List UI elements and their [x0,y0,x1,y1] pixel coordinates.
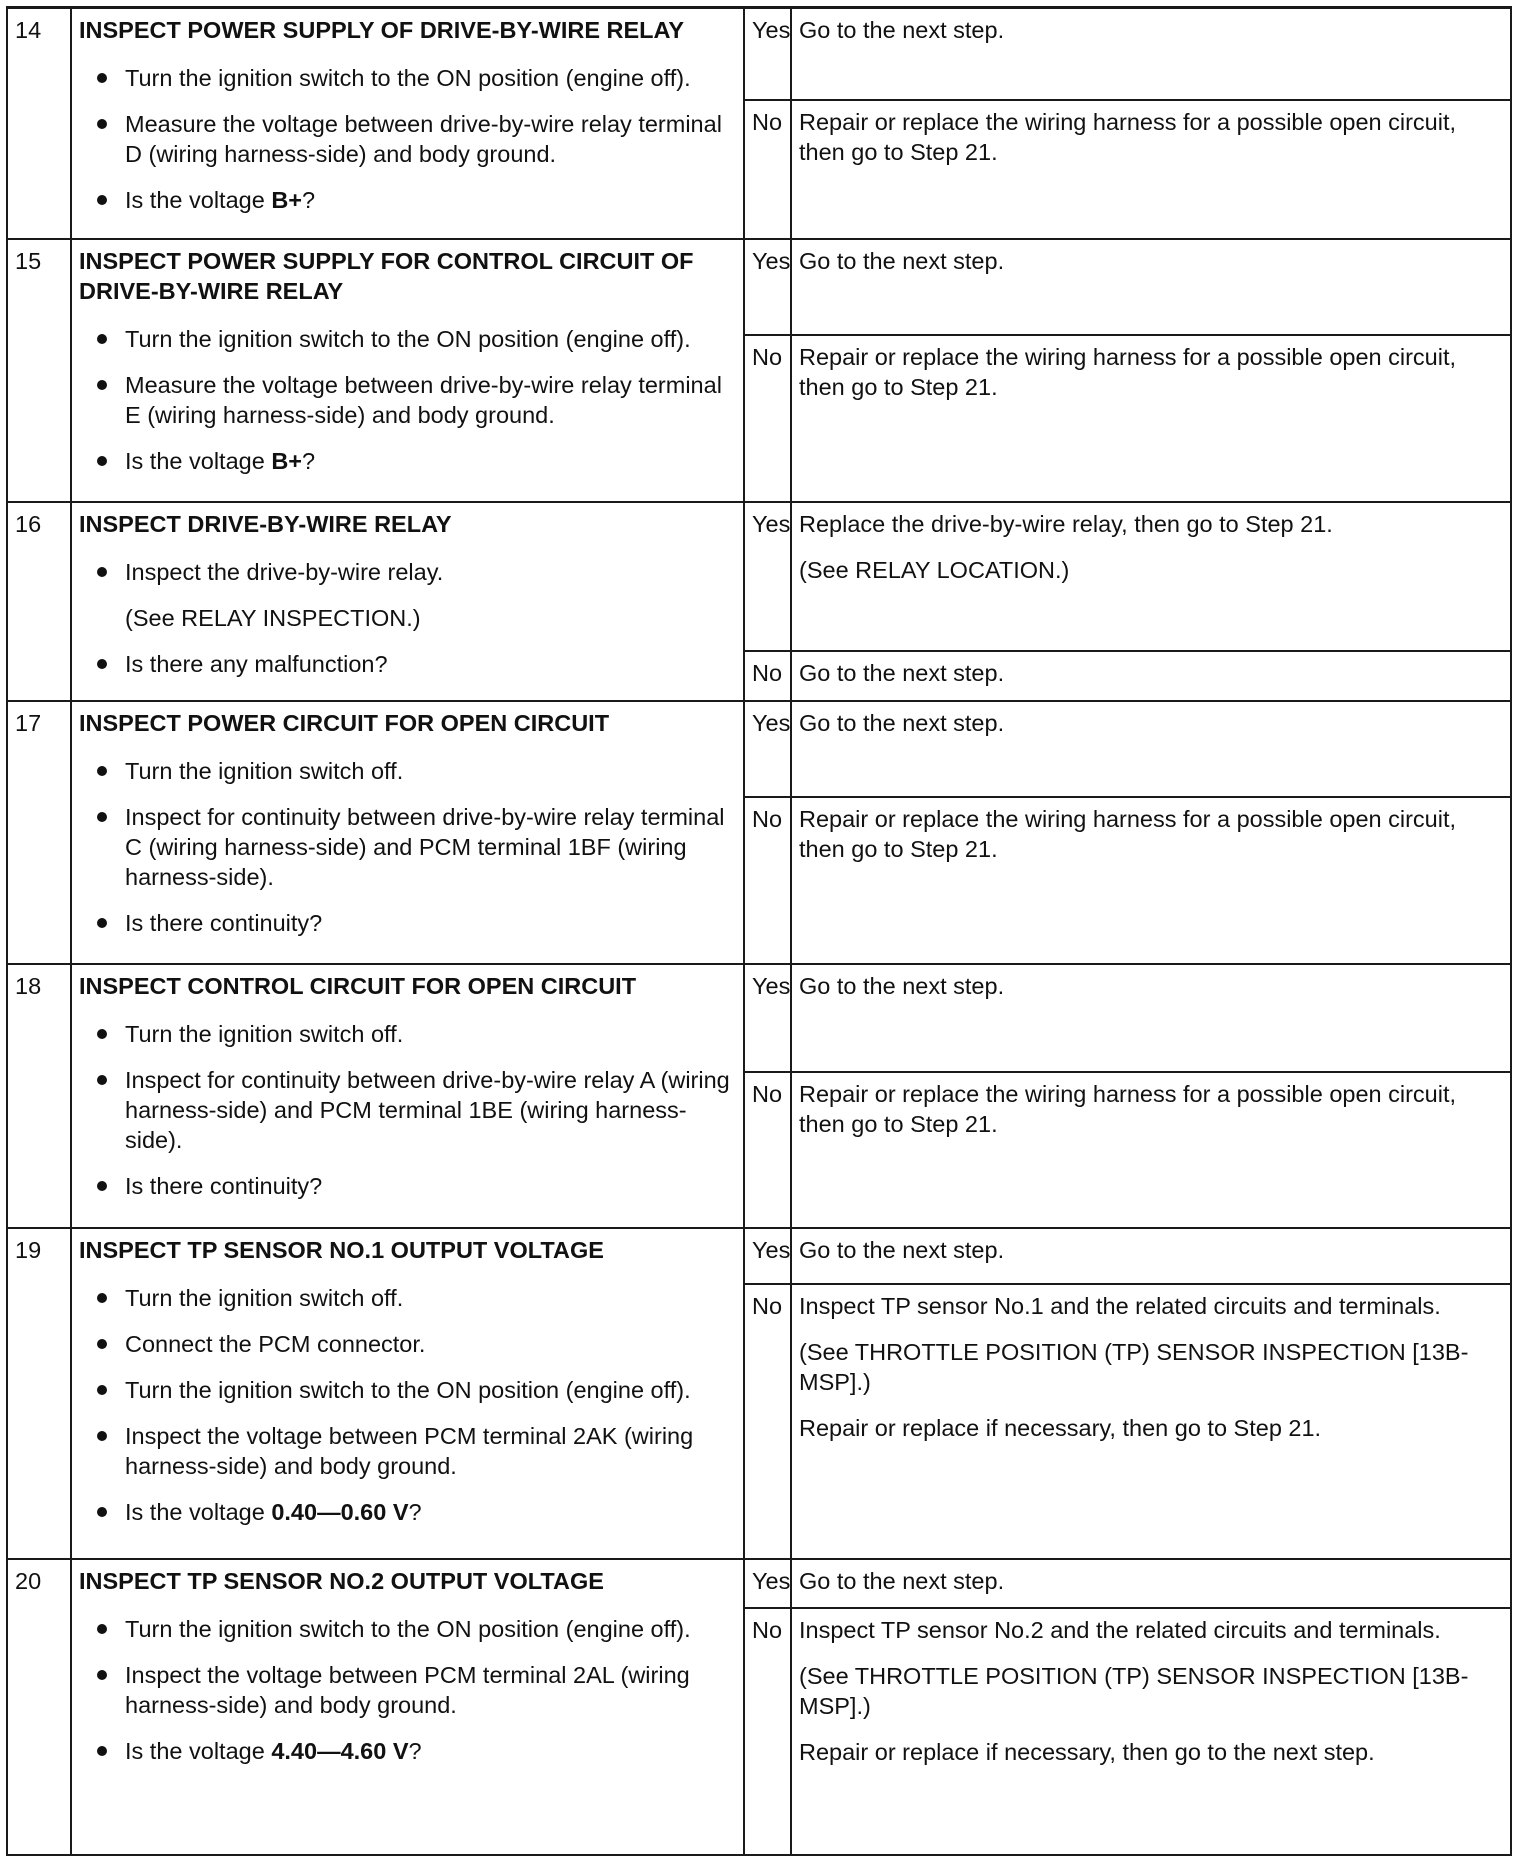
step-title: INSPECT TP SENSOR NO.2 OUTPUT VOLTAGE [79,1567,604,1594]
step-question [125,1171,736,1201]
instruction-bullet: Turn the ignition switch to the ON position (engine off). [125,1614,736,1644]
yes-action [791,701,1511,797]
no-action [791,1608,1511,1855]
action-line: Go to the next step. [799,973,1005,1000]
step-instructions [79,557,736,679]
question-value: 4.40—4.60 V [271,1737,409,1764]
instruction-bullet: Measure the voltage between drive-by-wire relay terminal D (wiring harness-side) and body ground. [125,109,736,169]
question-text: Is the voltage [125,1737,272,1764]
yes-label: Yes [744,964,791,1072]
question-value: 0.40—0.60 V [271,1498,409,1525]
step-procedure [71,8,744,239]
no-action [791,1072,1511,1227]
yes-action [791,239,1511,335]
question-text: Is the voltage [125,1498,272,1525]
instruction-bullet: Turn the ignition switch off. [125,756,736,786]
step-question [125,185,736,215]
yes-label: Yes [744,1228,791,1284]
instruction-bullet: Measure the voltage between drive-by-wire relay terminal E (wiring harness-side) and body ground. [125,370,736,430]
question-value: B+ [271,447,303,474]
instruction-bullet: Turn the ignition switch to the ON position (engine off). [125,1375,736,1405]
step-number: 14 [7,8,71,239]
step-title: INSPECT POWER SUPPLY OF DRIVE-BY-WIRE RELAY [79,17,685,43]
yes-label: Yes [744,239,791,335]
question-text: Is the voltage [125,187,272,213]
question-suffix: ? [408,1737,422,1764]
no-label: No [744,1284,791,1559]
question-text: Is the voltage [125,447,272,474]
instruction-reference: (See RELAY INSPECTION.) [125,605,421,632]
step-title: INSPECT POWER SUPPLY FOR CONTROL CIRCUIT OF DRIVE-BY-WIRE RELAY [79,247,694,304]
step-row [7,502,1511,651]
step-procedure [71,1559,744,1855]
instruction-bullet: Inspect the voltage between PCM terminal 2AL (wiring harness-side) and body ground. [125,1660,736,1720]
step-number: 20 [7,1559,71,1855]
step-title: INSPECT CONTROL CIRCUIT FOR OPEN CIRCUIT [79,973,637,1000]
question-value: B+ [271,187,303,213]
step-number: 15 [7,239,71,503]
action-line: (See RELAY LOCATION.) [799,557,1070,584]
action-line: Repair or replace the wiring harness for a possible open circuit, then go to Step 21. [799,1081,1457,1138]
instruction-bullet: Inspect the drive-by-wire relay. [125,557,736,587]
step-row [7,964,1511,1072]
yes-action [791,964,1511,1072]
instruction-bullet: Turn the ignition switch to the ON position (engine off). [125,63,736,93]
no-label: No [744,797,791,965]
yes-action [791,1228,1511,1284]
no-label: No [744,1608,791,1855]
step-number: 16 [7,502,71,700]
yes-action [791,1559,1511,1608]
step-procedure [71,964,744,1228]
step-row [7,701,1511,797]
instruction-bullet: Connect the PCM connector. [125,1329,736,1359]
step-question [125,446,736,476]
no-action [791,335,1511,503]
yes-label: Yes [744,1559,791,1608]
step-question [125,908,736,938]
yes-label: Yes [744,8,791,101]
step-question [125,1736,736,1766]
action-line: Replace the drive-by-wire relay, then go to Step 21. [799,511,1333,538]
step-number: 18 [7,964,71,1228]
no-action [791,100,1511,239]
action-line: Go to the next step. [799,709,1005,736]
step-question [125,649,736,679]
step-instructions [79,1283,736,1527]
instruction-bullet: Inspect for continuity between drive-by-wire relay A (wiring harness-side) and PCM terminal 1BE (wiring harness-side). [125,1065,736,1155]
action-line: (See THROTTLE POSITION (TP) SENSOR INSPECTION [13B-MSP].) [799,1339,1469,1396]
step-instructions [79,756,736,938]
no-label: No [744,335,791,503]
action-line: Repair or replace if necessary, then go to the next step. [799,1738,1375,1765]
no-label: No [744,651,791,701]
instruction-bullet: Inspect the voltage between PCM terminal 2AK (wiring harness-side) and body ground. [125,1421,736,1481]
question-suffix: ? [408,1498,422,1525]
yes-label: Yes [744,502,791,651]
step-title: INSPECT DRIVE-BY-WIRE RELAY [79,511,452,538]
instruction-bullet: Turn the ignition switch to the ON position (engine off). [125,324,736,354]
diagnostic-procedure-table [6,6,1512,1856]
yes-label: Yes [744,701,791,797]
action-line: Inspect TP sensor No.1 and the related circuits and terminals. [799,1293,1441,1320]
no-label: No [744,1072,791,1227]
yes-action [791,8,1511,101]
action-line: (See THROTTLE POSITION (TP) SENSOR INSPECTION [13B-MSP].) [799,1662,1469,1719]
no-action [791,797,1511,965]
step-procedure [71,701,744,965]
question-text: Is there continuity? [125,1173,323,1200]
step-procedure [71,239,744,503]
step-row [7,8,1511,101]
action-line: Inspect TP sensor No.2 and the related circuits and terminals. [799,1616,1441,1643]
step-number: 17 [7,701,71,965]
action-line: Go to the next step. [799,247,1005,274]
action-line: Repair or replace if necessary, then go to Step 21. [799,1415,1322,1442]
action-line: Go to the next step. [799,1567,1005,1594]
action-line: Go to the next step. [799,17,1005,43]
instruction-bullet: Turn the ignition switch off. [125,1283,736,1313]
step-title: INSPECT TP SENSOR NO.1 OUTPUT VOLTAGE [79,1236,604,1263]
action-line: Repair or replace the wiring harness for a possible open circuit, then go to Step 21. [799,805,1457,862]
no-action [791,651,1511,701]
instruction-bullet: Inspect for continuity between drive-by-wire relay terminal C (wiring harness-side) and PCM terminal 1BF (wiring harness-side). [125,802,736,892]
step-instructions [79,1614,736,1766]
step-procedure [71,502,744,700]
question-suffix: ? [302,187,316,213]
step-title: INSPECT POWER CIRCUIT FOR OPEN CIRCUIT [79,709,610,736]
step-row [7,1559,1511,1608]
question-text: Is there any malfunction? [125,651,388,678]
step-number: 19 [7,1228,71,1559]
step-question [125,1497,736,1527]
step-instructions [79,1019,736,1201]
step-instructions [79,324,736,476]
instruction-bullet: Turn the ignition switch off. [125,1019,736,1049]
no-label: No [744,100,791,239]
yes-action [791,502,1511,651]
step-procedure [71,1228,744,1559]
action-line: Repair or replace the wiring harness for a possible open circuit, then go to Step 21. [799,109,1457,166]
step-row [7,1228,1511,1284]
no-action [791,1284,1511,1559]
question-text: Is there continuity? [125,909,323,936]
step-instructions [79,63,736,215]
action-line: Go to the next step. [799,660,1005,687]
question-suffix: ? [302,447,316,474]
action-line: Repair or replace the wiring harness for a possible open circuit, then go to Step 21. [799,343,1457,400]
step-row [7,239,1511,335]
action-line: Go to the next step. [799,1236,1005,1263]
